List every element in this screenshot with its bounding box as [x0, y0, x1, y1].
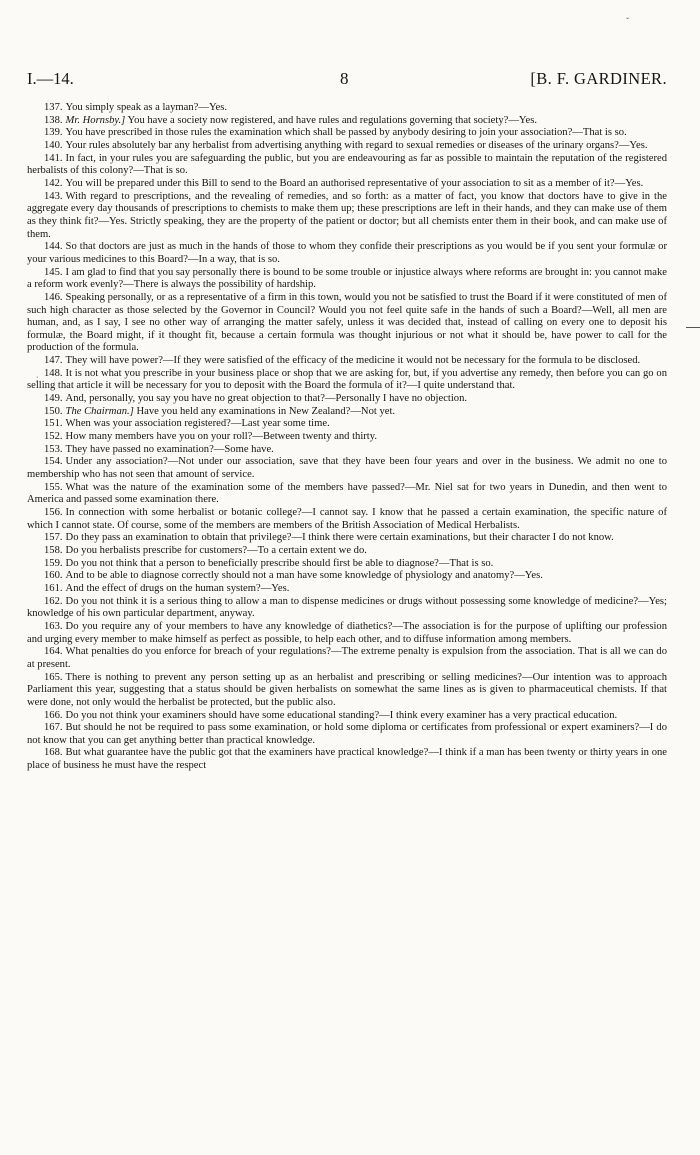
question-number: 159. [44, 557, 63, 569]
question-number: 157. [44, 532, 63, 544]
evidence-paragraph [27, 722, 667, 747]
evidence-paragraph [27, 710, 667, 723]
question-number: 151. [44, 418, 63, 430]
evidence-paragraph [27, 191, 667, 242]
question-number: 147. [44, 355, 63, 367]
evidence-paragraph [27, 355, 667, 368]
evidence-paragraph [27, 406, 667, 419]
question-answer-text: Speaking personally, or as a representative of a firm in this town, would you not be satisfied to trust the Board if it were constituted of men of such high character as those selected by the Governor in Council? Would you not feel quite safe in the hands of such a Board?—Well, all men are human, and, as I say, I see no other way of arranging the matter safely, unless it was decided that, instead of calling on every one to deposit his formulæ, the Board might, if it thought fit, because a certain formula was thought injurious or not what it should be, have power to call for the production of the formula. [27, 291, 667, 354]
question-answer-text: How many members have you on your roll?—Between twenty and thirty. [65, 431, 378, 443]
speaker-name: Mr. Hornsby.] [65, 114, 126, 126]
evidence-text [27, 102, 667, 773]
evidence-paragraph [27, 418, 667, 431]
question-number: 139. [44, 127, 63, 139]
question-number: 142. [44, 177, 63, 189]
question-answer-text: Do you herbalists prescribe for customers?—To a certain extent we do. [65, 544, 367, 556]
question-number: 158. [44, 544, 63, 556]
evidence-paragraph [27, 596, 667, 621]
stray-mark-top: ˇ [626, 16, 629, 26]
question-number: 161. [44, 582, 63, 594]
evidence-paragraph [27, 747, 667, 772]
question-answer-text: With regard to prescriptions, and the revealing of remedies, and so forth: as a matter of fact, you know that doctors have to give in the aggregate every day thousands of prescriptions to chemists to make them up; these prescriptions are left in their hands, and they can make use of them as they think fit?—Yes. Strictly speaking, they are the property of the patient or doctor; but all chemists enter them in their book, and can make use of them. [27, 190, 667, 240]
margin-mark-right [686, 327, 700, 329]
evidence-paragraph [27, 241, 667, 266]
question-answer-text: They have passed no examination?—Some have. [65, 443, 274, 455]
question-answer-text: So that doctors are just as much in the hands of those to whom they confide their prescriptions as you would be if you sent your formulæ or your various medicines to this Board?—In a way, that is so. [27, 241, 667, 265]
question-answer-text: What penalties do you enforce for breach of your regulations?—The extreme penalty is expulsion from the association. That is all we can do at present. [27, 646, 667, 670]
evidence-paragraph [27, 368, 667, 393]
paper-reference: I.—14. [27, 69, 74, 88]
evidence-paragraph [27, 583, 667, 596]
question-answer-text: Do you not think that a person to beneficially prescribe should first be able to diagnose?—That is so. [65, 557, 494, 569]
evidence-paragraph [27, 127, 667, 140]
evidence-paragraph [27, 456, 667, 481]
evidence-paragraph [27, 444, 667, 457]
question-number: 168. [44, 747, 63, 759]
question-answer-text: What was the nature of the examination some of the members have passed?—Mr. Niel sat for two years in Dunedin, and then went to America and passed some examination there. [27, 481, 667, 506]
question-answer-text: Your rules absolutely bar any herbalist from advertising anything with regard to sexual remedies or diseases of the urinary organs?—Yes. [65, 139, 648, 151]
evidence-paragraph [27, 292, 667, 355]
witness-name: [B. F. GARDINER. [530, 69, 667, 88]
question-answer-text: But what guarantee have the public got that the examiners have practical knowledge?—I think if a man has been twenty or thirty years in one place of business he must have the respect [27, 747, 667, 772]
question-number: 165. [44, 671, 63, 683]
question-answer-text: There is nothing to prevent any person setting up as an herbalist and prescribing or selling medicines?—Our intention was to approach Parliament this year, suggesting that a status should be given herbalists on somewhat the same lines as is given to pharmaceutical chemists. If that were done, not only would the herbalist be protected, but the public also. [27, 671, 667, 708]
question-number: 162. [44, 595, 63, 607]
question-answer-text: You have prescribed in those rules the examination which shall be passed by anybody desiring to join your association?—That is so. [65, 127, 627, 139]
page-number: 8 [340, 69, 349, 88]
question-number: 143. [44, 190, 63, 202]
question-number: 138. [44, 114, 63, 126]
evidence-paragraph [27, 558, 667, 571]
question-answer-text: Do you require any of your members to have any knowledge of diathetics?—The association is for the purpose of uplifting our profession and urging every member to make himself as perfect as possible, to help each other, and to diffuse information among members. [27, 620, 667, 645]
question-number: 166. [44, 709, 63, 721]
question-answer-text: Do you not think your examiners should have some educational standing?—I think every examiner has a very practical education. [65, 709, 618, 721]
question-answer-text: You have a society now registered, and have rules and regulations governing that society?—Yes. [125, 114, 537, 126]
question-answer-text: You will be prepared under this Bill to send to the Board an authorised representative of your association to sit as a member of it?—Yes. [65, 177, 644, 189]
evidence-paragraph [27, 431, 667, 444]
evidence-paragraph [27, 140, 667, 153]
speaker-name: The Chairman.] [65, 405, 134, 417]
question-answer-text: You simply speak as a layman?—Yes. [65, 102, 228, 113]
question-number: 160. [44, 570, 63, 582]
evidence-paragraph [27, 178, 667, 191]
evidence-paragraph [27, 102, 667, 115]
evidence-paragraph [27, 267, 667, 292]
question-answer-text: Do you not think it is a serious thing to allow a man to dispense medicines or drugs without possessing some knowledge of medicine?—Yes; knowledge of his own particular department, anyway. [27, 595, 667, 620]
margin-mark-left: ; [36, 373, 39, 383]
question-number: 152. [44, 431, 63, 443]
evidence-paragraph [27, 570, 667, 583]
question-number: 154. [44, 456, 63, 468]
evidence-paragraph [27, 482, 667, 507]
question-answer-text: I am glad to find that you say personally there is bound to be some trouble or injustice always where reforms are brought in: you cannot make a reform work evenly?—There is always the possibility of hardship. [27, 266, 667, 291]
question-number: 163. [44, 620, 63, 632]
question-answer-text: They will have power?—If they were satisfied of the efficacy of the medicine it would not be necessary for the formula to be disclosed. [65, 355, 641, 367]
question-number: 167. [44, 722, 63, 734]
question-number: 153. [44, 443, 63, 455]
evidence-paragraph [27, 115, 667, 128]
evidence-paragraph [27, 507, 667, 532]
question-answer-text: It is not what you prescribe in your business place or shop that we are asking for, but, if you advertise any remedy, then before you can go on selling that article it will be necessary for you to deposit with the Board the formula of it?—I quite understand that. [27, 367, 667, 392]
question-answer-text: Do they pass an examination to obtain that privilege?—I think there were certain examinations, but their character I do not know. [65, 532, 614, 544]
question-number: 155. [44, 481, 63, 493]
question-answer-text: In fact, in your rules you are safeguarding the public, but you are endeavouring as far as possible to maintain the reputation of the registered herbalists of this colony?—That is so. [27, 152, 667, 177]
question-answer-text: Have you held any examinations in New Zealand?—Not yet. [133, 405, 396, 417]
question-number: 148. [44, 367, 63, 379]
question-number: 164. [44, 646, 63, 658]
evidence-paragraph [27, 532, 667, 545]
question-number: 140. [44, 139, 63, 151]
question-answer-text: Under any association?—Not under our association, save that they have been four years and over in the business. We admit no one to membership who has not seen that amount of service. [27, 456, 667, 481]
question-number: 149. [44, 393, 63, 405]
question-number: 145. [44, 266, 63, 278]
question-number: 150. [44, 405, 63, 417]
evidence-paragraph [27, 646, 667, 671]
question-answer-text: And to be able to diagnose correctly should not a man have some knowledge of physiology and anatomy?—Yes. [65, 570, 543, 582]
evidence-paragraph [27, 153, 667, 178]
question-number: 156. [44, 507, 63, 518]
question-answer-text: When was your association registered?—Last year some time. [65, 418, 330, 430]
evidence-paragraph [27, 393, 667, 406]
evidence-paragraph [27, 545, 667, 558]
question-number: 146. [44, 291, 63, 303]
question-answer-text: And, personally, you say you have no great objection to that?—Personally I have no objection. [65, 393, 468, 405]
question-number: 137. [44, 102, 63, 113]
evidence-paragraph [27, 621, 667, 646]
question-answer-text: In connection with some herbalist or botanic college?—I cannot say. I know that he passed a certain examination, the specific nature of which I cannot state. Of course, some of the members are members of the British Association of Medical Herbalists. [27, 507, 667, 531]
evidence-paragraph [27, 672, 667, 710]
question-number: 144. [44, 241, 63, 253]
page-header [27, 69, 667, 91]
question-number: 141. [44, 152, 63, 164]
question-answer-text: And the effect of drugs on the human system?—Yes. [65, 582, 290, 594]
question-answer-text: But should he not be required to pass some examination, or hold some diploma or certificates from professional or expert examiners?—I do not know that you can get anything better than practical knowledge. [27, 722, 667, 746]
